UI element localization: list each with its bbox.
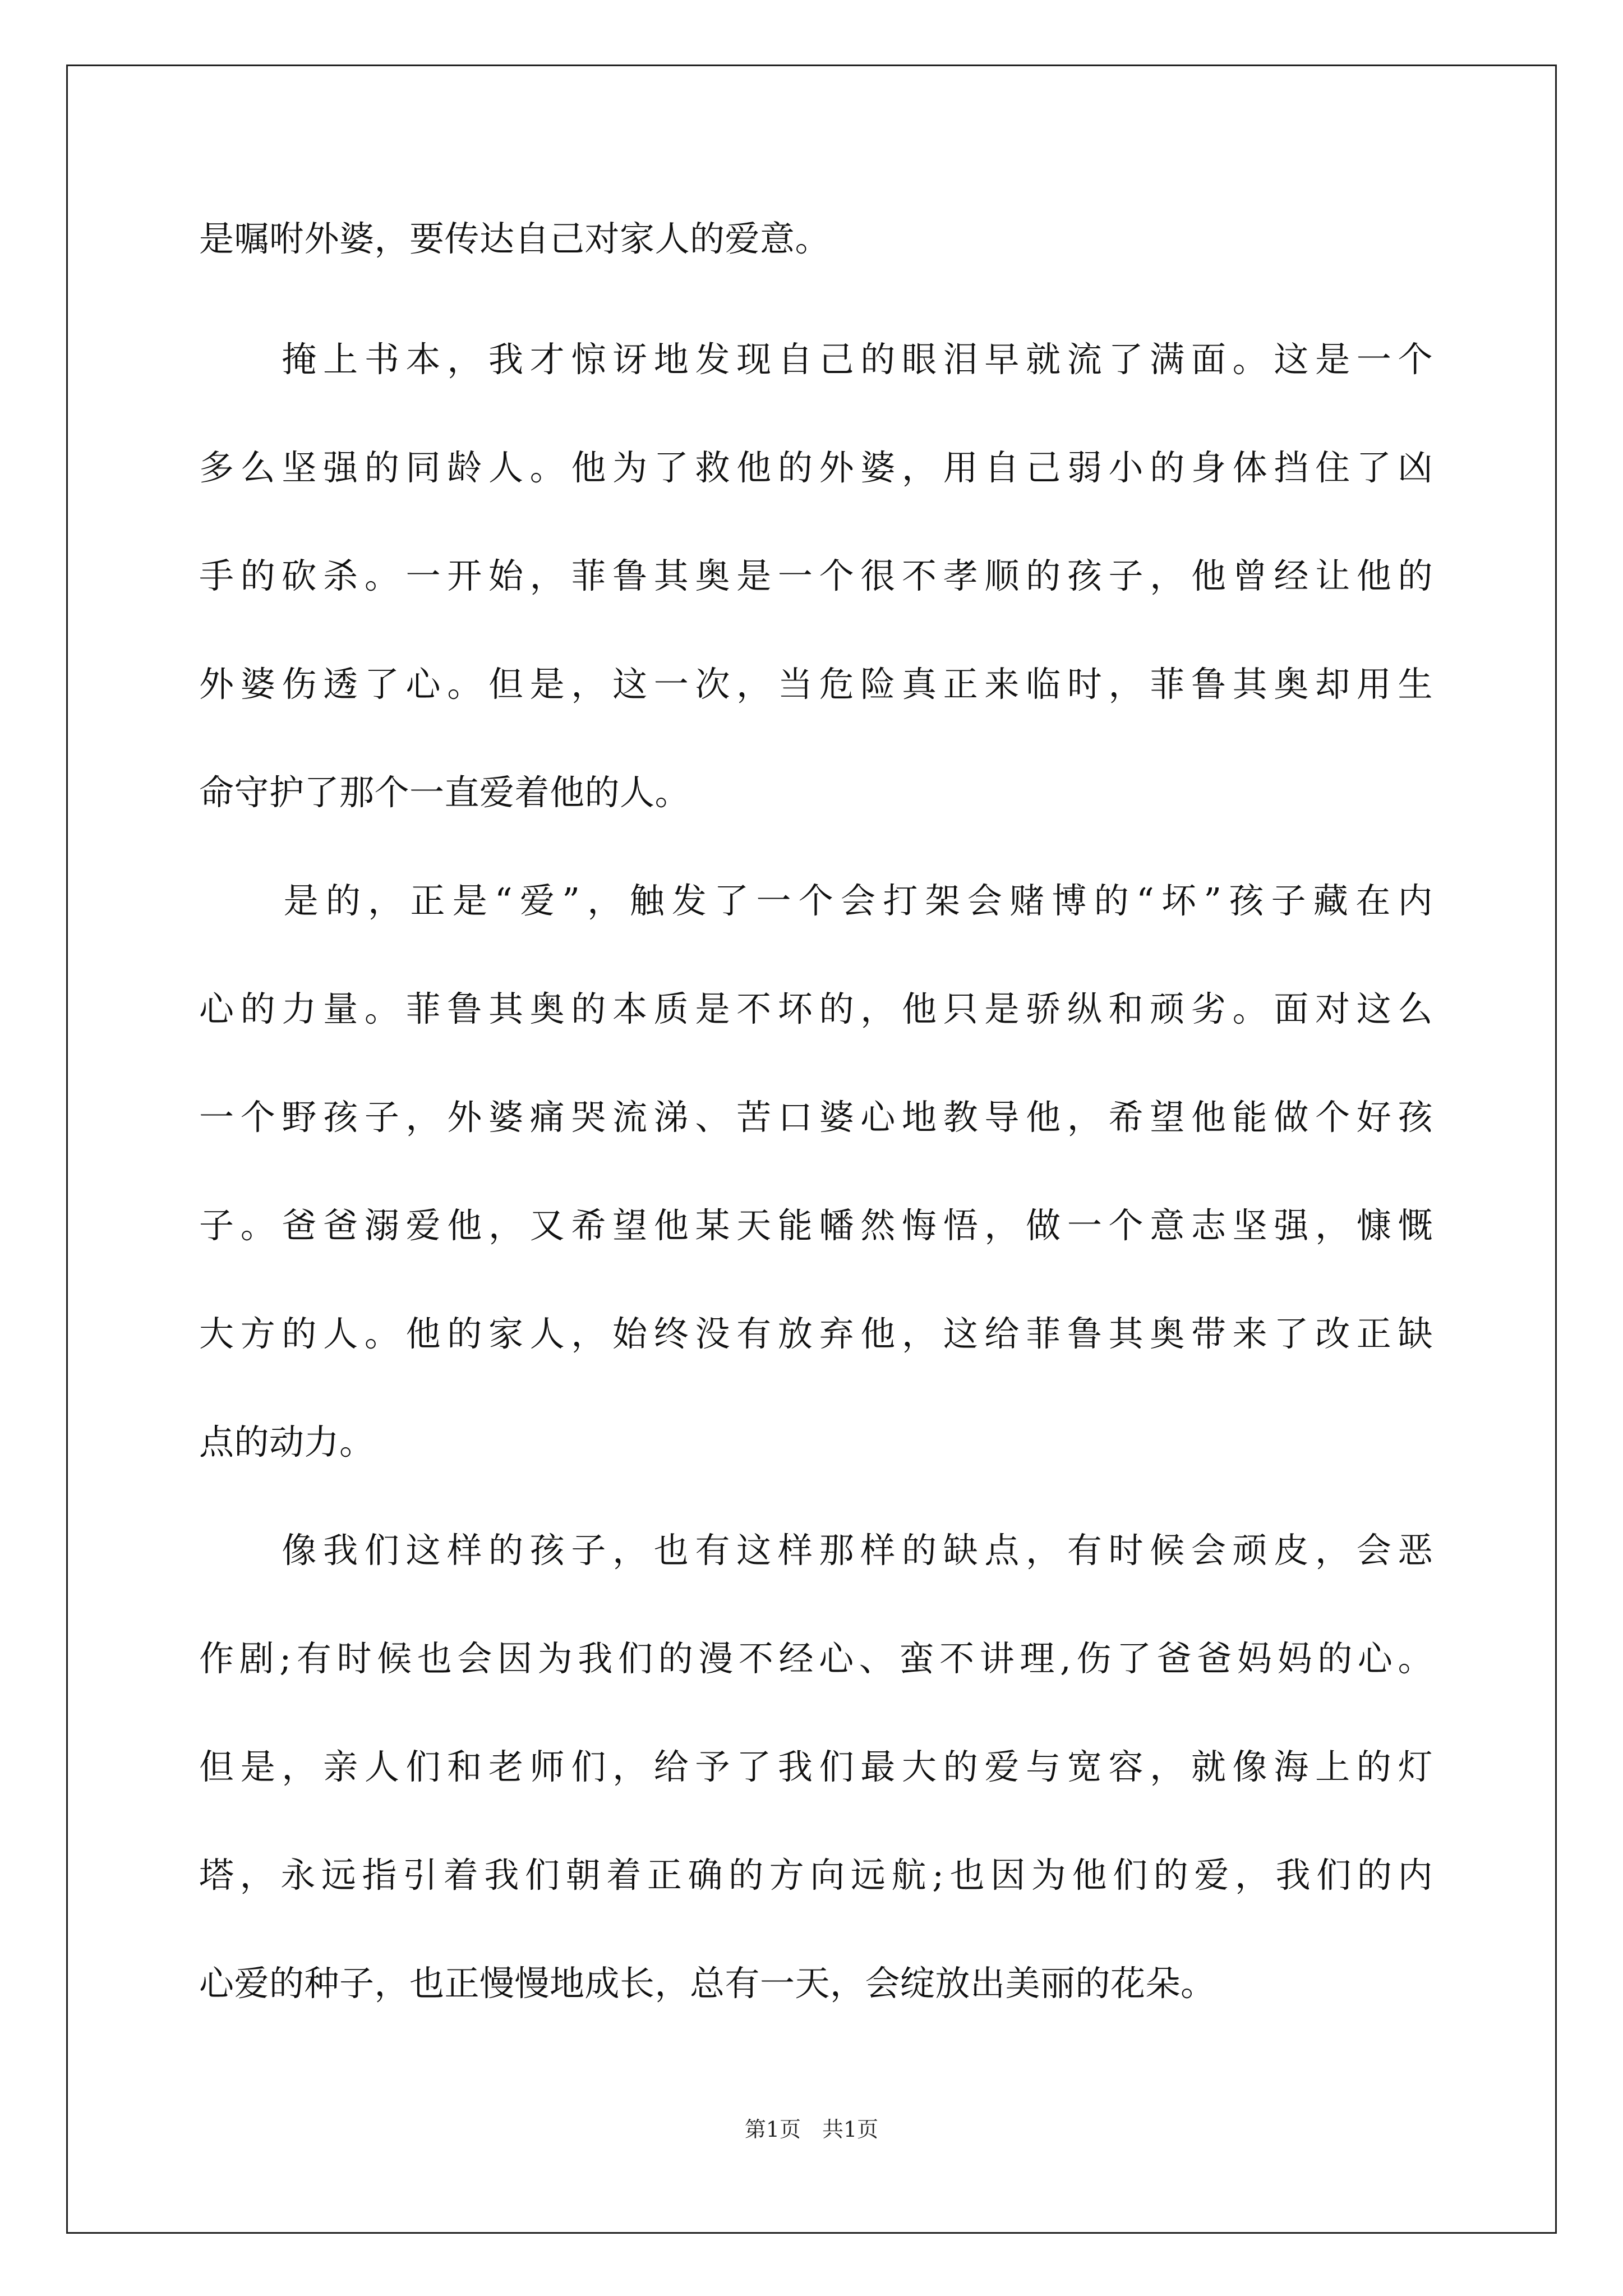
text-line: 心爱的种子，也正慢慢地成长，总有一天，会绽放出美丽的花朵。: [199, 1963, 1216, 2004]
text-line: 塔，永远指引着我们朝着正确的方向远航;也因为他们的爱，我们的内: [199, 1855, 1433, 1895]
text-line: 手的砍杀。一开始，菲鲁其奥是一个很不孝顺的孩子，他曾经让他的: [199, 555, 1433, 596]
text-line: 命守护了那个一直爱着他的人。: [199, 772, 690, 813]
text-line: 点的动力。: [199, 1421, 375, 1462]
text-line: 心的力量。菲鲁其奥的本质是不坏的，他只是骄纵和顽劣。面对这么: [199, 988, 1433, 1029]
text-line: 像我们这样的孩子，也有这样那样的缺点，有时候会顽皮，会恶: [199, 1530, 1433, 1571]
text-line: 一个野孩子，外婆痛哭流涕、苦口婆心地教导他，希望他能做个好孩: [199, 1097, 1433, 1138]
text-line: 是的，正是“爱”，触发了一个会打架会赌博的“坏”孩子藏在内: [199, 880, 1433, 921]
text-line: 掩上书本，我才惊讶地发现自己的眼泪早就流了满面。这是一个: [199, 339, 1433, 380]
text-line: 外婆伤透了心。但是，这一次，当危险真正来临时，菲鲁其奥却用生: [199, 664, 1433, 705]
text-line: 大方的人。他的家人，始终没有放弃他，这给菲鲁其奥带来了改正缺: [199, 1313, 1433, 1354]
text-line: 多么坚强的同龄人。他为了救他的外婆，用自己弱小的身体挡住了凶: [199, 447, 1433, 488]
page-number-footer: 第1页 共1页: [744, 2117, 879, 2142]
page-border: [66, 65, 1557, 2234]
text-line: 但是，亲人们和老师们，给予了我们最大的爱与宽容，就像海上的灯: [199, 1746, 1433, 1787]
text-line: 作剧;有时候也会因为我们的漫不经心、蛮不讲理,伤了爸爸妈妈的心。: [199, 1638, 1433, 1679]
text-line: 子。爸爸溺爱他，又希望他某天能幡然悔悟，做一个意志坚强，慷慨: [199, 1205, 1433, 1246]
text-line: 是嘱咐外婆，要传达自己对家人的爱意。: [199, 218, 831, 259]
